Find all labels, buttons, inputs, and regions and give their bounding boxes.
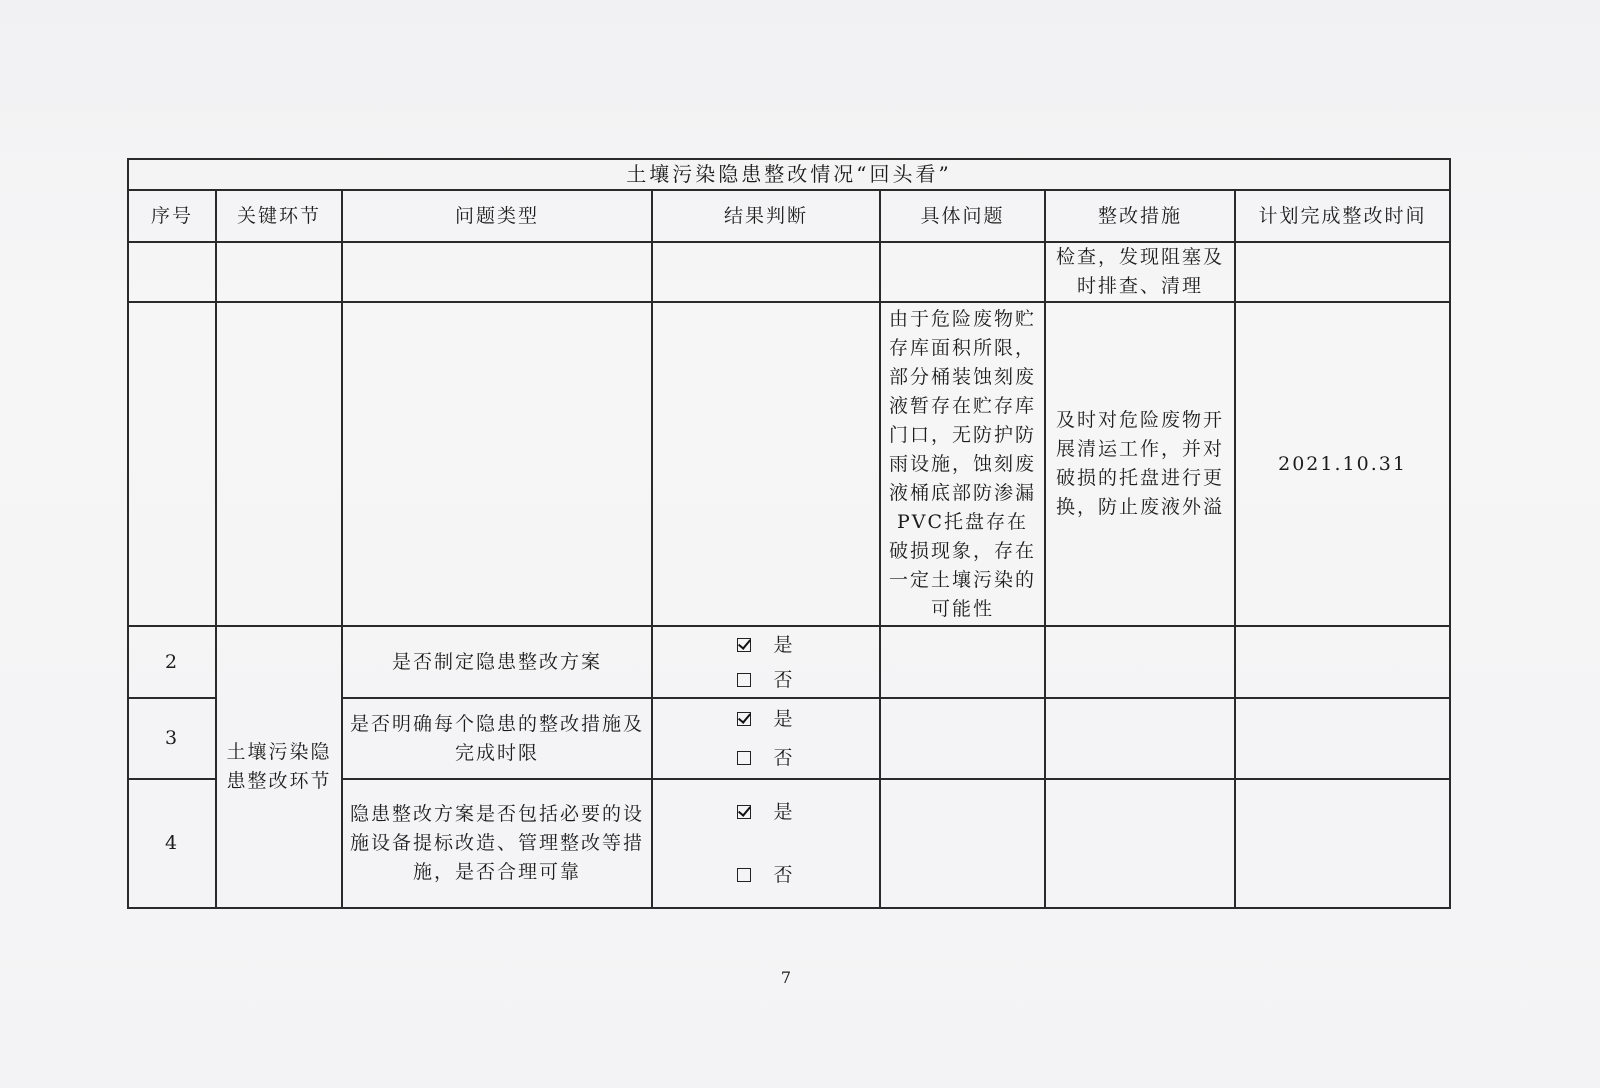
checked-checkbox-icon[interactable]	[737, 712, 751, 726]
cell-empty	[216, 242, 342, 302]
cell-measures-continued: 检查，发现阻塞及时排查、清理	[1045, 242, 1235, 302]
cell-empty	[342, 302, 652, 626]
cell-empty	[652, 242, 880, 302]
empty-checkbox-icon[interactable]	[737, 673, 751, 687]
cell-problem-type: 是否制定隐患整改方案	[342, 626, 652, 698]
table-row-main	[128, 302, 1450, 626]
header-problem-type: 问题类型	[342, 190, 652, 242]
checked-checkbox-icon[interactable]	[737, 638, 751, 652]
table-row-continued	[128, 242, 1450, 302]
option-yes[interactable]	[737, 704, 794, 734]
option-no[interactable]	[737, 665, 794, 695]
cell-judgement	[652, 779, 880, 908]
empty-checkbox-icon[interactable]	[737, 751, 751, 765]
cell-problem-type: 是否明确每个隐患的整改措施及完成时限	[342, 698, 652, 779]
option-yes-label: 是	[773, 633, 795, 656]
option-no[interactable]	[737, 860, 794, 890]
checked-checkbox-icon[interactable]	[737, 805, 751, 819]
option-no-label: 否	[773, 668, 795, 691]
cell-empty	[880, 698, 1045, 779]
cell-judgement	[652, 626, 880, 698]
option-yes[interactable]	[737, 797, 794, 827]
option-yes-label: 是	[773, 800, 795, 823]
option-no-label: 否	[773, 864, 795, 887]
option-yes-label: 是	[773, 707, 795, 730]
cell-empty	[1235, 779, 1450, 908]
header-seq: 序号	[128, 190, 216, 242]
cell-empty	[1235, 242, 1450, 302]
cell-empty	[880, 626, 1045, 698]
header-specific-issue: 具体问题	[880, 190, 1045, 242]
cell-empty	[1045, 626, 1235, 698]
header-judgement: 结果判断	[652, 190, 880, 242]
empty-checkbox-icon[interactable]	[737, 868, 751, 882]
cell-measures: 及时对危险废物开展清运工作，并对破损的托盘进行更换，防止废液外溢	[1045, 302, 1235, 626]
cell-deadline: 2021.10.31	[1235, 302, 1450, 626]
rectification-table	[127, 158, 1451, 909]
cell-empty	[1045, 779, 1235, 908]
option-no[interactable]	[737, 743, 794, 773]
cell-empty	[128, 242, 216, 302]
cell-empty	[880, 779, 1045, 908]
header-deadline: 计划完成整改时间	[1235, 190, 1450, 242]
option-yes[interactable]	[737, 630, 794, 660]
header-row	[128, 190, 1450, 242]
cell-empty	[342, 242, 652, 302]
page-number: 7	[780, 968, 792, 987]
table-row	[128, 626, 1450, 698]
table-title: 土壤污染隐患整改情况“回头看”	[128, 159, 1450, 190]
cell-seq: 2	[128, 626, 216, 698]
cell-judgement	[652, 698, 880, 779]
cell-seq: 3	[128, 698, 216, 779]
cell-empty	[880, 242, 1045, 302]
cell-empty	[216, 302, 342, 626]
option-no-label: 否	[773, 747, 795, 770]
header-measures: 整改措施	[1045, 190, 1235, 242]
header-key-link: 关键环节	[216, 190, 342, 242]
cell-seq: 4	[128, 779, 216, 908]
cell-empty	[128, 302, 216, 626]
cell-key-link: 土壤污染隐患整改环节	[216, 626, 342, 908]
cell-problem-type: 隐患整改方案是否包括必要的设施设备提标改造、管理整改等措施，是否合理可靠	[342, 779, 652, 908]
cell-empty	[1235, 626, 1450, 698]
cell-specific-issue: 由于危险废物贮存库面积所限，部分桶装蚀刻废液暂存在贮存库门口，无防护防雨设施，蚀刻废液桶底部防渗漏PVC托盘存在破损现象，存在一定土壤污染的可能性	[880, 302, 1045, 626]
cell-empty	[1235, 698, 1450, 779]
cell-empty	[652, 302, 880, 626]
cell-empty	[1045, 698, 1235, 779]
